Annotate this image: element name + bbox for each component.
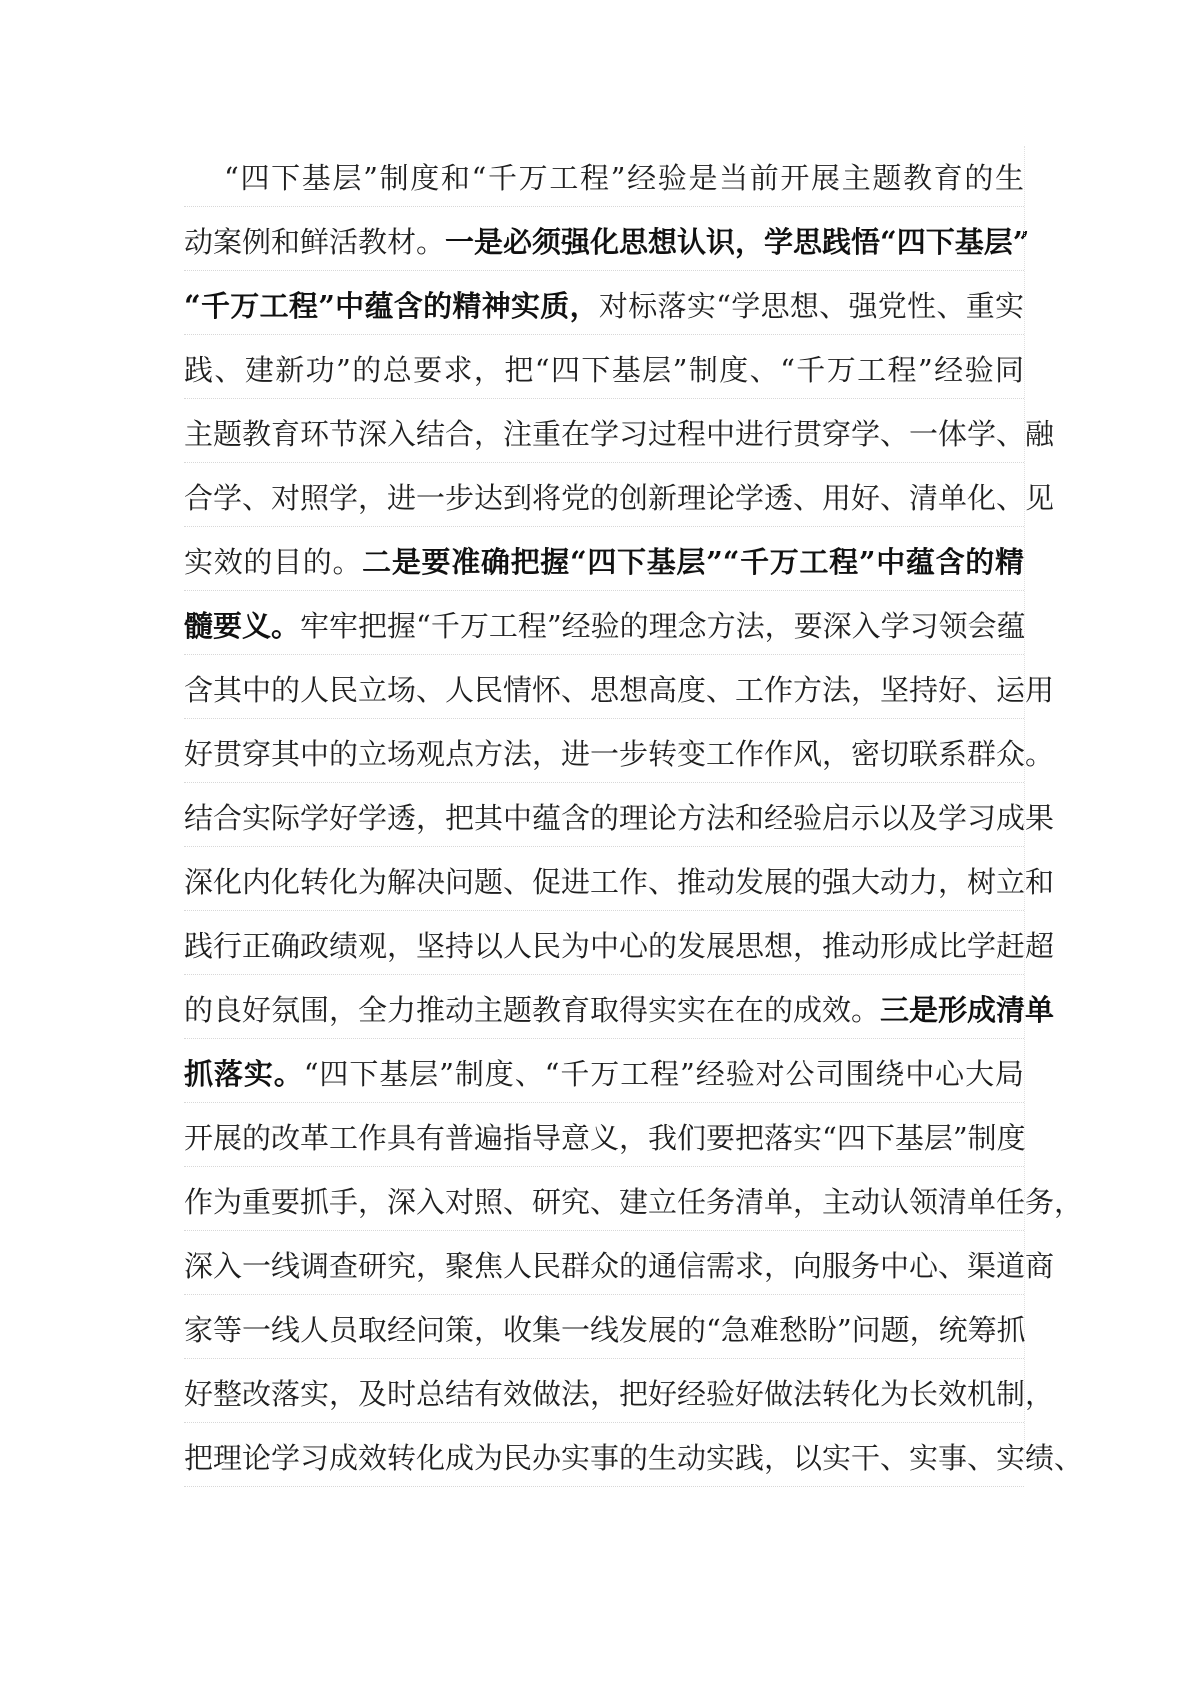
- text-segment: 对标落实“学思想、强党性、重实: [598, 289, 1024, 323]
- bold-text-segment: 二是要准确把握“四下基层”“千万工程”中蕴含的精: [362, 545, 1024, 579]
- text-segment: 的良好氛围，全力推动主题教育取得实实在在的成效。: [184, 993, 881, 1027]
- text-line: [184, 1234, 1055, 1298]
- text-segment: 含其中的人民立场、人民情怀、思想高度、工作方法，坚持好、运用: [184, 673, 1055, 707]
- text-segment: 开展的改革工作具有普遍指导意义，我们要把落实“四下基层”制度: [184, 1121, 1026, 1155]
- text-segment: 把理论学习成效转化成为民办实事的生动实践，以实干、实事、实绩、: [184, 1441, 1084, 1475]
- text-line: [184, 1170, 1084, 1234]
- text-segment: 深入一线调查研究，聚焦人民群众的通信需求，向服务中心、渠道商: [184, 1249, 1055, 1283]
- text-line: [184, 658, 1055, 722]
- text-line: [184, 210, 1030, 274]
- text-line: [184, 1362, 1055, 1426]
- text-line: [184, 530, 1024, 594]
- right-margin-guide: [1024, 146, 1025, 1462]
- text-segment: 家等一线人员取经问策，收集一线发展的“急难愁盼”问题，统筹抓: [184, 1313, 1026, 1347]
- text-segment: 好贯穿其中的立场观点方法，进一步转变工作作风，密切联系群众。: [184, 737, 1055, 771]
- text-line: [184, 402, 1055, 466]
- text-line: [184, 1426, 1084, 1490]
- text-segment: “四下基层”制度和“千万工程”经验是当前开展主题教育的生: [224, 161, 1024, 195]
- text-line: [184, 786, 1055, 850]
- text-line: [184, 274, 1024, 338]
- text-segment: 合学、对照学，进一步达到将党的创新理论学透、用好、清单化、见: [184, 481, 1055, 515]
- text-line: [184, 1106, 1024, 1170]
- text-segment: 牢牢把握“千万工程”经验的理念方法，要深入学习领会蕴: [300, 609, 1026, 643]
- text-line: [184, 594, 1024, 658]
- bold-text-segment: 三是形成清单: [880, 993, 1055, 1027]
- text-segment: 主题教育环节深入结合，注重在学习过程中进行贯穿学、一体学、融: [184, 417, 1055, 451]
- text-line: [184, 338, 1024, 402]
- bold-text-segment: 一是必须强化思想认识，学思践悟“四下基层”: [445, 225, 1030, 259]
- text-line: [184, 466, 1055, 530]
- text-line: [184, 146, 1024, 210]
- text-segment: 好整改落实，及时总结有效做法，把好经验好做法转化为长效机制，: [184, 1377, 1055, 1411]
- bold-text-segment: “千万工程”中蕴含的精神实质，: [184, 289, 599, 323]
- text-segment: 作为重要抓手，深入对照、研究、建立任务清单，主动认领清单任务，: [184, 1185, 1084, 1219]
- text-segment: “四下基层”制度、“千万工程”经验对公司围绕中心大局: [303, 1057, 1024, 1091]
- text-line: [184, 850, 1055, 914]
- bold-text-segment: 髓要义。: [184, 609, 301, 643]
- text-segment: 深化内化转化为解决问题、促进工作、推动发展的强大动力，树立和: [184, 865, 1055, 899]
- text-line: [184, 1042, 1024, 1106]
- text-segment: 践、建新功”的总要求，把“四下基层”制度、“千万工程”经验同: [184, 353, 1024, 387]
- text-segment: 实效的目的。: [184, 545, 363, 579]
- text-line: [184, 722, 1055, 786]
- text-segment: 践行正确政绩观，坚持以人民为中心的发展思想，推动形成比学赶超: [184, 929, 1055, 963]
- text-line: [184, 1298, 1024, 1362]
- paragraph: [184, 146, 1084, 1490]
- bold-text-segment: 抓落实。: [184, 1057, 304, 1091]
- document-body: [184, 146, 1084, 1490]
- text-segment: 动案例和鲜活教材。: [184, 225, 446, 259]
- text-line: [184, 978, 1055, 1042]
- text-line: [184, 914, 1055, 978]
- text-segment: 结合实际学好学透，把其中蕴含的理论方法和经验启示以及学习成果: [184, 801, 1055, 835]
